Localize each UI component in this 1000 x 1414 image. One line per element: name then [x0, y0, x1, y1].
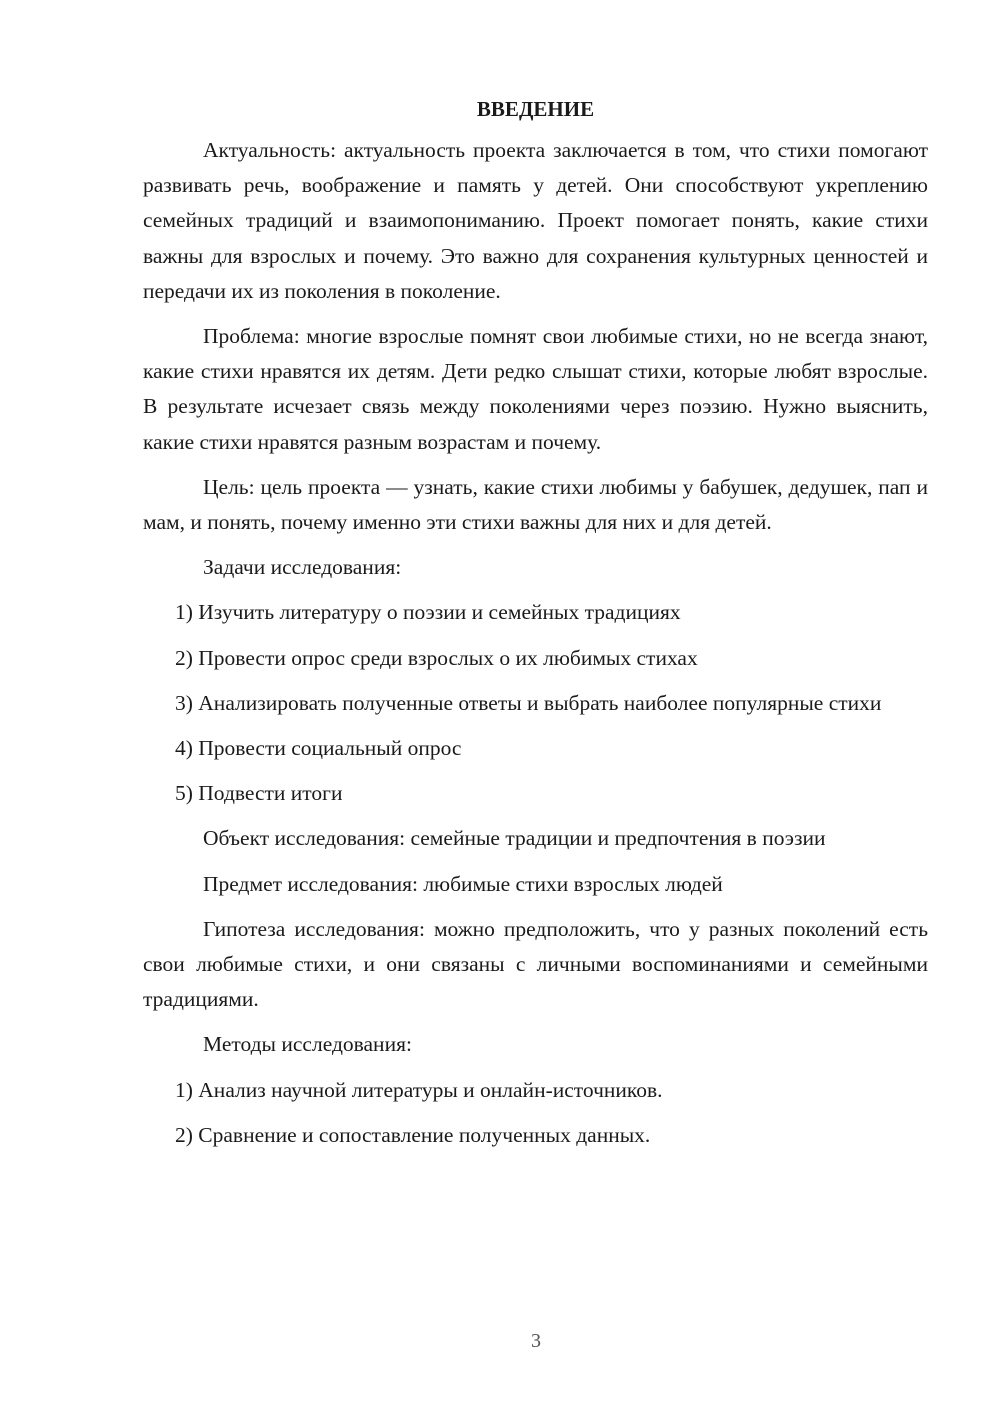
- method-item-1: 1) Анализ научной литературы и онлайн-источников.: [175, 1077, 663, 1102]
- hypothesis-paragraph: Гипотеза исследования: можно предположить, что у разных поколений есть свои любимые стихи, и они связаны с личными воспоминаниями и семейными традициями.: [143, 916, 928, 1012]
- page-number: 3: [531, 1330, 541, 1352]
- relevance-paragraph: Актуальность: актуальность проекта заключается в том, что стихи помогают развивать речь, воображение и память у детей. Они способствуют укреплению семейных традиций и взаимопониманию. Проект помогает понять, какие стихи важны для взрослых и почему. Это важно для сохранения культурных ценностей и передачи их из поколения в поколение.: [143, 138, 928, 303]
- goal-paragraph: Цель: цель проекта — узнать, какие стихи любимы у бабушек, дедушек, пап и мам, и понять, почему именно эти стихи важны для них и для детей.: [143, 474, 928, 535]
- document-page: [143, 92, 928, 1163]
- task-item-5: 5) Подвести итоги: [175, 781, 343, 806]
- method-item-2: 2) Сравнение и сопоставление полученных данных.: [175, 1122, 651, 1147]
- problem-paragraph: Проблема: многие взрослые помнят свои любимые стихи, но не всегда знают, какие стихи нравятся их детям. Дети редко слышат стихи, которые любят взрослые. В результате исчезает связь между поколениями через поэзию. Нужно выяснить, какие стихи нравятся разным возрастам и почему.: [143, 324, 928, 454]
- task-item-1: 1) Изучить литературу о поэзии и семейных традициях: [175, 600, 681, 625]
- task-item-4: 4) Провести социальный опрос: [175, 736, 462, 761]
- task-item-3: 3) Анализировать полученные ответы и выбрать наиболее популярные стихи: [175, 690, 882, 715]
- object-line: Объект исследования: семейные традиции и предпочтения в поэзии: [203, 826, 826, 851]
- subject-line: Предмет исследования: любимые стихи взрослых людей: [203, 871, 723, 896]
- section-heading: ВВЕДЕНИЕ: [476, 97, 595, 121]
- tasks-title: Задачи исследования:: [203, 555, 402, 580]
- task-item-2: 2) Провести опрос среди взрослых о их любимых стихах: [175, 645, 698, 670]
- methods-title: Методы исследования:: [203, 1032, 412, 1057]
